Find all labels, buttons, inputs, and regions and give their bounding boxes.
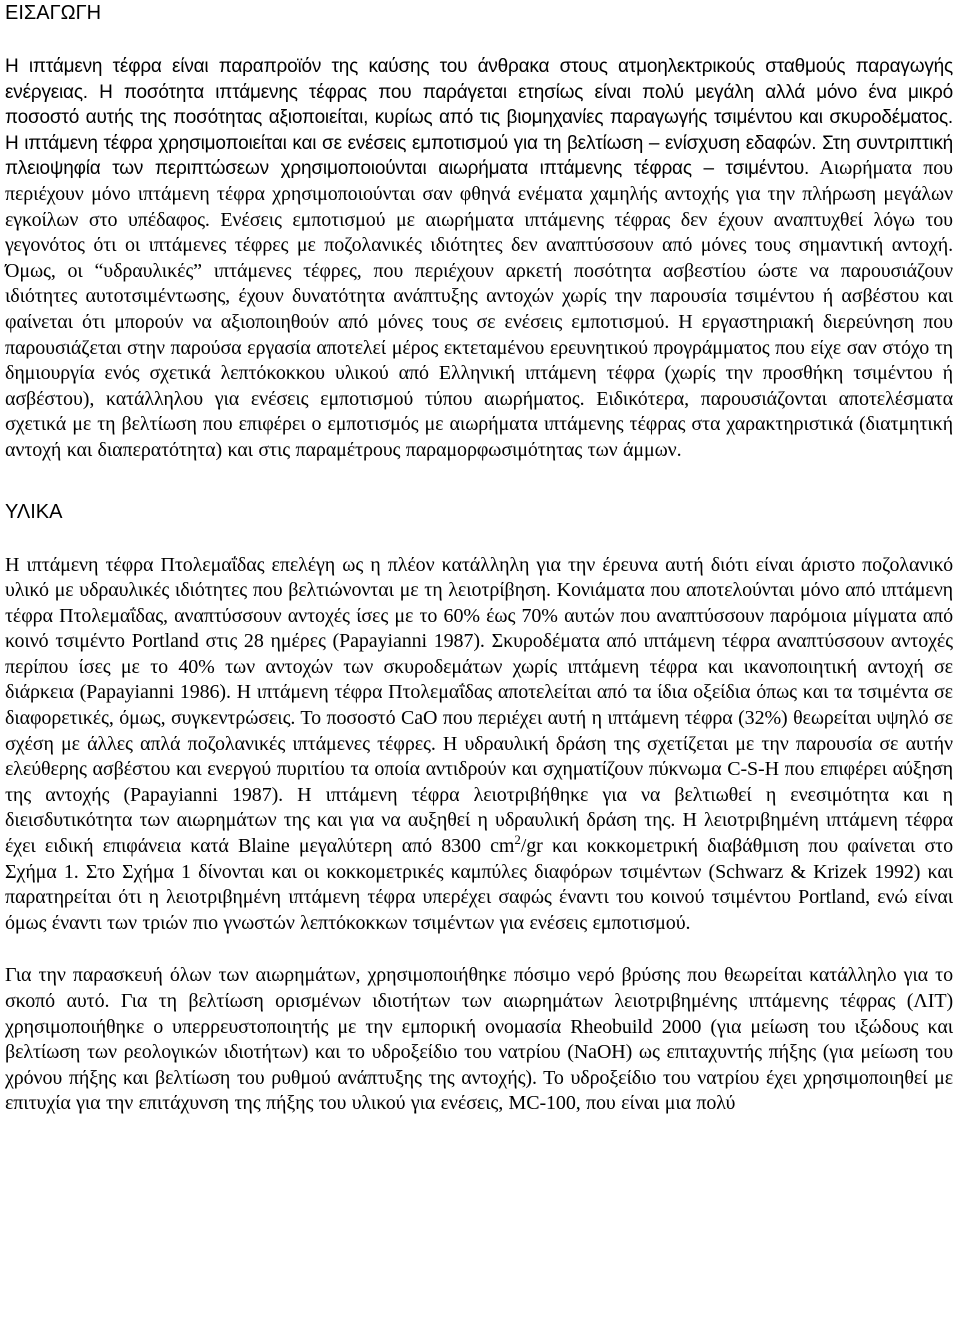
materials-paragraph-1-text: Η ιπτάμενη τέφρα Πτολεμαΐδας επελέγη ως η πλέον κατάλληλη για την έρευνα αυτή διότι είναι άριστο ποζολανικό υλικό με υδραυλικές ιδιότητες που βελτιώνονται με τη λειοτρίβηση. Κονιάματα που αποτελούνται μόνο από ιπτάμενη τέφρα Πτολεμαΐδας, αναπτύσσουν αντοχές ίσες με το 60% έως 70% αυτών που αναπτύσσουν παρόμοια μίγματα από κοινό τσιμέντο Portland στις 28 ημέρες (Papayianni 1987). Σκυροδέματα από ιπτάμενη τέφρα αναπτύσσουν αντοχές περίπου ίσες με το 40% των αντοχών των σκυροδεμάτων χωρίς ιπτάμενη τέφρα και ικανοποιητική αντοχή σε διάρκεια (Papayianni 1986). Η ιπτάμενη τέφρα Πτολεμαΐδας αποτελείται από τα ίδια οξείδια όπως και τα τσιμέντα σε διαφορετικές, όμως, συγκεντρώσεις. Το ποσοστό CaO που περιέχει αυτή η ιπτάμενη τέφρα (32%) θεωρείται υψηλό σε σχέση με άλλες απλά ποζολανικές ιπτάμενες τέφρες. Η υδραυλική δράση της σχετίζεται με την παρουσία σε αυτήν ελεύθερης ασβέστου και ενεργού πυριτίου τα οποία αντιδρούν και σχηματίζουν πύκνωμα C-S-H που επιφέρει αύξηση της αντοχής (Papayianni 1987). Η ιπτάμενη τέφρα λειοτριβήθηκε για να βελτιωθεί η ενεσιμότητα και η διεισδυτικότητα των αιωρημάτων της και για να αυξηθεί η υδραυλική δράση της. Η λειοτριβημένη ιπτάμενη τέφρα έχει ειδική επιφάνεια κατά Blaine μεγαλύτερη από 8300 cm <box>5 553 953 858</box>
spacer <box>5 26 953 54</box>
materials-paragraph-1 <box>5 553 953 937</box>
spacer <box>5 525 953 553</box>
spacer <box>5 464 953 499</box>
materials-paragraph-1-text-cont: /gr και κοκκομετρική διαβάθμιση που φαίνεται στο Σχήμα 1. Στο Σχήμα 1 δίνονται και οι κοκκομετρικές καμπύλες διαφόρων τσιμέντων (Schwarz & Krizek 1992) και παρατηρείται ότι η λειοτριβημένη ιπτάμενη τέφρα υπερέχει σαφώς έναντι του κοινού τσιμέντου Portland, ενώ είναι όμως έναντι των τριών πιο γνωστών λεπτόκοκκων τσιμέντων για ενέσεις εμποτισμού. <box>5 835 953 934</box>
section-heading-materials: ΥΛΙΚΑ <box>5 500 63 523</box>
spacer <box>5 936 953 963</box>
intro-paragraph <box>5 54 953 464</box>
intro-paragraph-serif-text: Αιωρήματα που περιέχουν μόνο ιπτάμενη τέφρα χρησιμοποιούνται σαν φθηνά ενέματα χαμηλής αντοχής για την πλήρωση μεγάλων εγκοίλων στο υπέδαφος. Ενέσεις εμποτισμού με αιωρήματα ιπτάμενης τέφρας δεν έχουν αναπτυχθεί λόγω του γεγονότος ότι οι ιπτάμενες τέφρες με ποζολανικές ιδιότητες δεν αναπτύσσουν από μόνες τους σημαντική αντοχή. Όμως, οι “υδραυλικές” ιπτάμενες τέφρες, που περιέχουν αρκετή ποσότητα ασβεστίου ώστε να παρουσιάζουν ιδιότητες αυτοτσιμέντωσης, έχουν δυνατότητα ανάπτυξης αντοχών χωρίς την παρουσία τσιμέντου ή ασβέστου και φαίνεται ότι μπορούν να αξιοποιηθούν από μόνες τους σε ενέσεις εμποτισμού. Η εργαστηριακή διερεύνηση που παρουσιάζεται στην παρούσα εργασία αποτελεί μέρος εκτεταμένου ερευνητικού προγράμματος που είχε σαν στόχο τη δημιουργία ενός σχετικά λεπτόκοκκου υλικού από Ελληνική ιπτάμενη τέφρα (χωρίς την προσθήκη τσιμέντου ή ασβέστου), κατάλληλου για ενέσεις εμποτισμού τύπου αιωρήματος. Ειδικότερα, παρουσιάζονται αποτελέσματα σχετικά με τη βελτίωση που επιφέρει ο εμποτισμός με αιωρήματα ιπτάμενης τέφρας στα χαρακτηριστικά (διατμητική αντοχή και διαπερατότητα) και στις παραμέτρους παραμορφωσιμότητας των άμμων. <box>5 157 953 461</box>
superscript-exponent: 2 <box>514 832 521 848</box>
materials-paragraph-2: Για την παρασκευή όλων των αιωρημάτων, χρησιμοποιήθηκε πόσιμο νερό βρύσης που θεωρείται κατάλληλο για το σκοπό αυτό. Για τη βελτίωση ορισμένων ιδιοτήτων των αιωρημάτων λειοτριβημένης ιπτάμενης τέφρας (ΛΙΤ) χρησιμοποιήθηκε ο υπερρευστοποιητής με την εμπορική ονομασία Rheobuild 2000 (για μείωση του ιξώδους και βελτίωση των ρεολογικών ιδιοτήτων) και το υδροξείδιο του νατρίου (NaOH) ως επιταχυντής πήξης (για μείωση του χρόνου πήξης και βελτίωση του ρυθμού ανάπτυξης της αντοχής). Το υδροξείδιο του νατρίου έχει χρησιμοποιηθεί με επιτυχία για την επιτάχυνση της πήξης του υλικού για ενέσεις, MC-100, που είναι μια πολύ <box>5 964 953 1115</box>
intro-paragraph-sans-text: Η ιπτάμενη τέφρα είναι παραπροϊόν της καύσης του άνθρακα στους ατμοηλεκτρικούς σταθμούς παραγωγής ενέργειας. Η ποσότητα ιπτάμενης τέφρας που παράγεται ετησίως είναι πολύ μεγάλη αλλά μόνο ένα μικρό ποσοστό αυτής της ποσότητας αξιοποιείται, κυρίως από τις βιομηχανίες παραγωγής τσιμέντου και σκυροδέματος. Η ιπτάμενη τέφρα χρησιμοποιείται και σε ενέσεις εμποτισμού για τη βελτίωση – ενίσχυση εδαφών. Στη συντριπτική πλειοψηφία των περιπτώσεων χρησιμοποιούνται αιωρήματα ιπτάμενης τέφρας – τσιμέντου. <box>5 56 953 180</box>
document-page <box>5 0 953 1117</box>
section-heading-introduction: ΕΙΣΑΓΩΓΗ <box>5 2 102 24</box>
